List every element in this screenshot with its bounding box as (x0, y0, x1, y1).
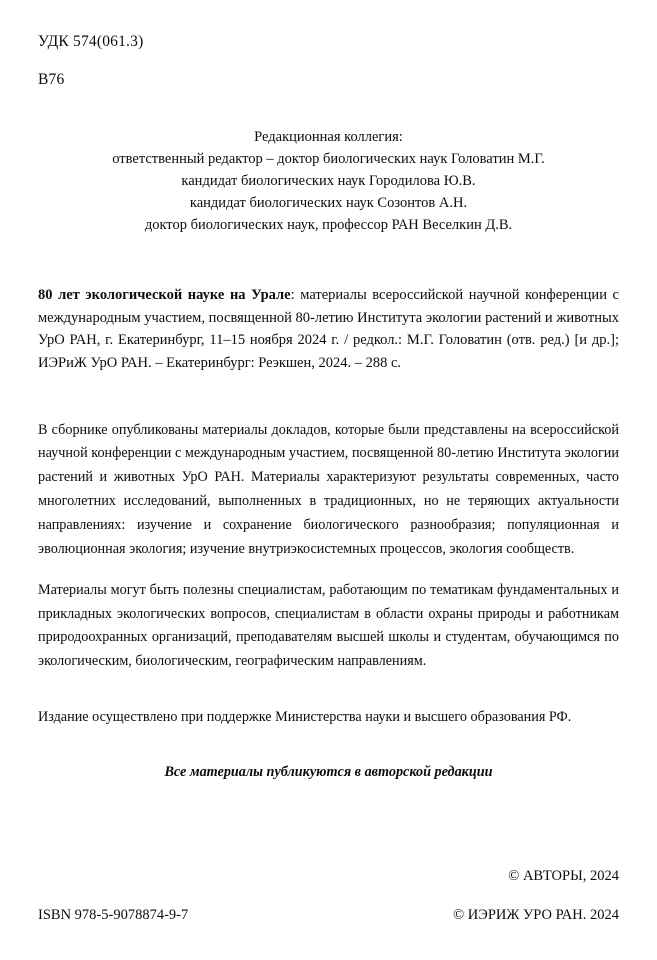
copyright-authors: © АВТОРЫ, 2024 (508, 868, 619, 884)
udc-code: УДК 574(061.3) (38, 33, 144, 50)
editorial-note: Все материалы публикуются в авторской редакции (164, 763, 493, 780)
publication-description: : материалы всероссийской научной конференции с международным участием, посвященной 80-летию Института экологии растений и животных УрО РАН, г. Екатеринбург, 11–15 ноября 2024 г. / редкол.: М.Г. Головатин (отв. ред.) [и др.]; ИЭРиЖ УрО РАН. – Екатеринбург: Реэкшен, 2024. – 288 с. (38, 287, 619, 371)
editorial-board-member: кандидат биологических наук Созонтов А.Н. (189, 195, 468, 212)
editorial-board (38, 126, 619, 236)
copyright-institute: © ИЭРИЖ УРО РАН. 2024 (453, 907, 619, 923)
annotation-paragraph: Материалы могут быть полезны специалистам, работающим по тематикам фундаментальных и прикладных экологических вопросов, специалистам в области охраны природы и работникам природоохранных организаций, преподавателям высшей школы и студентам, обучающимся по экологическим, биологическим, географическим направлениям. (38, 581, 619, 670)
editorial-board-heading: Редакционная коллегия: (254, 129, 403, 145)
editorial-board-member: ответственный редактор – доктор биологических наук Головатин М.Г. (112, 151, 545, 168)
support-note: Издание осуществлено при поддержке Министерства науки и высшего образования РФ. (38, 709, 572, 726)
bibliographic-description (38, 284, 619, 374)
bbk-code: В76 (38, 71, 65, 88)
editorial-board-member: доктор биологических наук, профессор РАН Веселкин Д.В. (144, 217, 513, 234)
isbn: ISBN 978-5-9078874-9-7 (38, 907, 189, 923)
page-content (38, 0, 619, 781)
annotation-block (38, 419, 619, 675)
annotation-paragraph: В сборнике опубликованы материалы докладов, которые были представлены на всероссийской научной конференции с международным участием, посвященной 80-летию Института экологии растений и животных УрО РАН. Материалы характеризуют результаты современных, часто многолетних исследований, выполненных в традиционных, но не теряющих актуальности направлениях: изучение и сохранение биологического разнообразия; популяционная и эволюционная экология; изучение внутриэкосистемных процессов, экология сообществ. (38, 421, 619, 557)
copyright-authors-row (38, 868, 619, 885)
editorial-board-member: кандидат биологических наук Городилова Ю.В. (181, 173, 476, 190)
publication-title: 80 лет экологической науке на Урале (38, 287, 291, 304)
isbn-copyright-row (38, 907, 619, 924)
page-footer (38, 868, 619, 924)
